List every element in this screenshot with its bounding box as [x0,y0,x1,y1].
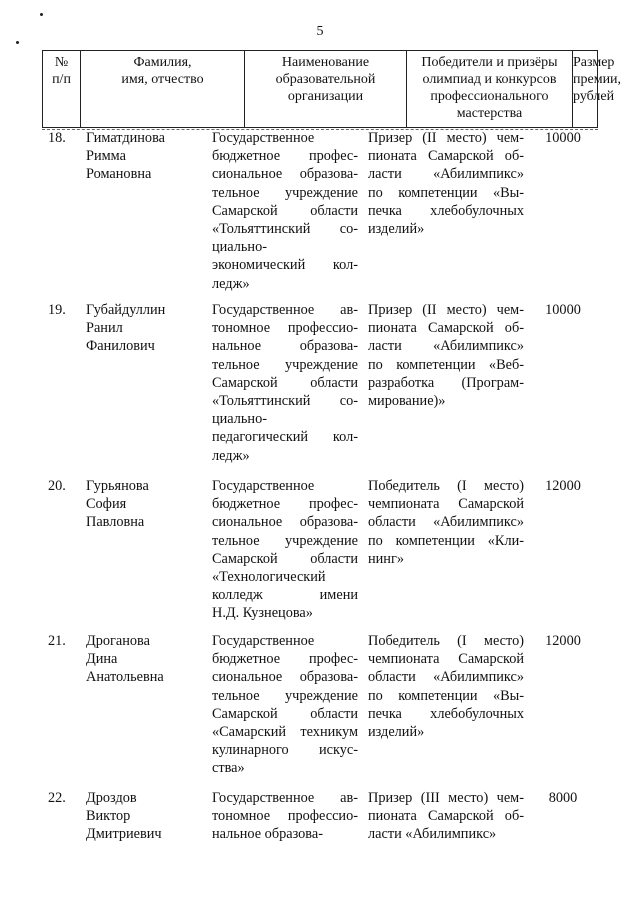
cell-line: «Самарский техникум [212,724,358,741]
cell-line: мирование)» [368,393,446,410]
header-line: организации [287,89,364,104]
cell-line: ледж» [212,447,250,464]
organization-name [212,129,358,293]
cell-line: Гурьянова [86,478,149,494]
cell-line: ласти «Абилимпикс» [368,338,524,355]
cell-line: тельное учреждение [212,532,358,549]
cell-line: по компетенции «Вы- [368,184,524,201]
header-line: Победители и призёры [421,55,558,70]
award-description [368,301,524,410]
row-number: 21. [48,633,66,649]
cell-line: пионата Самарской об- [368,808,524,825]
cell-line: «Технологический [212,569,326,586]
cell-line: Государственное [212,130,315,146]
scan-speck [40,13,43,16]
cell-line: София [86,496,127,513]
cell-line: Анатольевна [86,669,164,686]
organization-name [212,632,358,778]
cell-line: пионата Самарской об- [368,320,524,337]
header-prize [573,51,622,127]
cell-line: ласти «Абилимпикс» [368,166,524,183]
header-line: Размер [573,55,615,70]
award-description [368,477,524,568]
cell-line: тономное профессио- [212,320,358,337]
person-name [86,789,204,844]
cell-line: Победитель (I место) [368,478,524,494]
header-org [245,51,407,127]
cell-line: Н.Д. Кузнецова» [212,605,313,622]
cell-line: по компетенции «Кли- [368,532,524,549]
cell-line: чемпионата Самарской [368,651,524,668]
cell-line: Дроздов [86,790,137,806]
cell-line: нальное образова- [212,338,358,355]
prize-amount: 10000 [545,302,581,318]
header-line: Фамилия, [133,55,192,70]
row-number: 22. [48,790,66,806]
cell-line: Павловна [86,514,145,531]
cell-line: Самарской области [212,550,358,567]
cell-line: Самарской области [212,705,358,722]
organization-name [212,789,358,844]
row-number: 18. [48,130,66,146]
header-line: образовательной [275,72,376,87]
cell-line: нинг» [368,550,404,567]
cell-line: Самарской области [212,202,358,219]
cell-line: Государственное ав- [212,790,358,806]
cell-line: Ранил [86,320,123,337]
cell-line: Дина [86,651,118,668]
cell-line: циально- [212,239,267,256]
cell-line: Государственное [212,633,315,649]
person-name [86,477,204,532]
cell-line: Призер (II место) чем- [368,130,524,146]
cell-line: Дроганова [86,633,150,649]
header-line: п/п [52,72,71,87]
organization-name [212,301,358,465]
header-line: № [54,55,69,70]
cell-line: Римма [86,148,126,165]
cell-line: изделий» [368,724,425,741]
cell-line: ства» [212,760,245,777]
cell-line: области «Абилимпикс» [368,669,524,686]
cell-line: Призер (III место) чем- [368,790,524,806]
cell-line: сиональное образова- [212,166,358,183]
cell-line: колледж имени [212,587,358,604]
header-line: олимпиад и конкурсов [422,72,557,87]
person-name [86,129,204,184]
header-line: Наименование [281,55,370,70]
table-header [42,50,622,128]
cell-line: ледж» [212,275,250,292]
cell-line: сиональное образова- [212,669,358,686]
cell-line: тономное профессио- [212,808,358,825]
award-description [368,632,524,741]
cell-line: кулинарного искус- [212,742,358,759]
cell-line: циально- [212,411,267,428]
header-name [81,51,245,127]
header-line: премии, [573,72,622,87]
cell-line: ласти «Абилимпикс» [368,826,497,843]
cell-line: сиональное образова- [212,514,358,531]
cell-line: Дмитриевич [86,826,162,843]
cell-line: Виктор [86,808,131,825]
prize-amount: 10000 [545,130,581,146]
header-line: профессионального [430,89,549,104]
cell-line: по компетенции «Вы- [368,687,524,704]
cell-line: разработка (Програм- [368,374,524,391]
cell-line: печка хлебобулочных [368,202,524,219]
cell-line: педагогический кол- [212,429,358,446]
header-line: мастерства [456,106,523,121]
cell-line: Государственное ав- [212,302,358,318]
scan-speck [16,41,19,44]
prize-amount: 12000 [545,478,581,494]
cell-line: «Тольяттинский со- [212,393,358,410]
cell-line: по компетенции «Веб- [368,356,524,373]
header-line: рублей [573,89,615,104]
cell-line: «Тольяттинский со- [212,221,358,238]
row-number: 20. [48,478,66,494]
cell-line: тельное учреждение [212,184,358,201]
person-name [86,632,204,687]
page-number: 5 [316,24,324,39]
cell-line: Призер (II место) чем- [368,302,524,318]
cell-line: чемпионата Самарской [368,496,524,513]
cell-line: области «Абилимпикс» [368,514,524,531]
organization-name [212,477,358,623]
cell-line: пионата Самарской об- [368,148,524,165]
cell-line: экономический кол- [212,257,358,274]
prize-amount: 8000 [548,790,578,806]
cell-line: бюджетное профес- [212,651,358,668]
cell-line: бюджетное профес- [212,148,358,165]
person-name [86,301,204,356]
cell-line: изделий» [368,221,425,238]
cell-line: Гиматдинова [86,130,165,146]
cell-line: Фанилович [86,338,155,355]
cell-line: Самарской области [212,374,358,391]
cell-line: Государственное [212,478,315,494]
award-description [368,129,524,238]
cell-line: тельное учреждение [212,687,358,704]
cell-line: Романовна [86,166,152,183]
cell-line: бюджетное профес- [212,496,358,513]
cell-line: печка хлебобулочных [368,705,524,722]
header-award [407,51,573,127]
award-description [368,789,524,844]
prize-amount: 12000 [545,633,581,649]
row-number: 19. [48,302,66,318]
cell-line: Победитель (I место) [368,633,524,649]
cell-line: нальное образова- [212,826,323,843]
cell-line: тельное учреждение [212,356,358,373]
header-line: имя, отчество [121,72,204,87]
header-num [43,51,81,127]
cell-line: Губайдуллин [86,302,166,318]
